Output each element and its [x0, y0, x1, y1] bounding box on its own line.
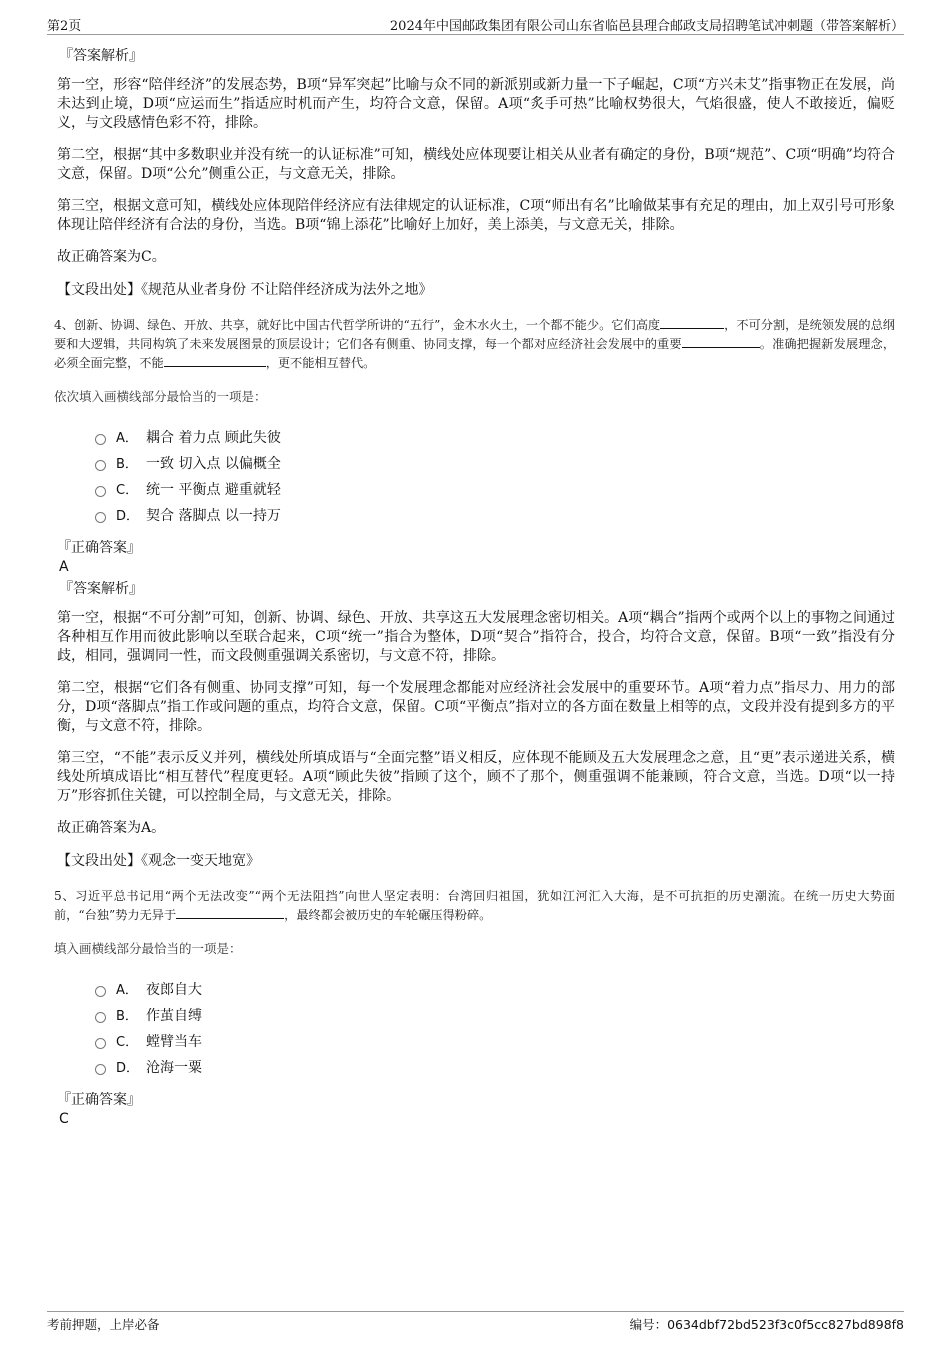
q4-blank-1 — [660, 316, 724, 329]
q4-option-a[interactable]: A． 耦合 着力点 顾此失彼 — [95, 425, 895, 451]
radio-icon[interactable] — [95, 1064, 106, 1075]
q3-analysis-paragraph: 第二空，根据“其中多数职业并没有统一的认证标准”可知，横线处应体现要让相关从业者有确定的身份，B项“规范”、C项“明确”均符合文意，保留。D项“公允”侧重公正，与文意无关，排除。 — [57, 147, 895, 182]
q3-analysis-paragraph: 第三空，根据文意可知，横线处应体现陪伴经济应有法律规定的认证标准，C项“师出有名”比喻做某事有充足的理由，加上双引号可形象体现让陪伴经济有合法的身份，当选。B项“锦上添花”比喻好上加好，美上添美，与文意无关，排除。 — [57, 198, 895, 233]
q5-option-a[interactable]: A． 夜郎自大 — [95, 977, 895, 1003]
radio-icon[interactable] — [95, 986, 106, 997]
q5-question-text — [54, 887, 895, 925]
q3-analysis-paragraph: 第一空，形容“陪伴经济”的发展态势，B项“异军突起”比喻与众不同的新派别或新力量一下子崛起，C项“方兴未艾”指事物正在发展，尚未达到止境，D项“应运而生”指适应时机而产生，均符合文意，保留。A项“炙手可热”比喻权势很大，气焰很盛，使人不敢接近，偏贬义，与文段感情色彩不符，排除。 — [57, 77, 895, 131]
q3-conclusion: 故正确答案为C。 — [57, 249, 166, 265]
q5-text-part: ，最终都会被历史的车轮碾压得粉碎。 — [284, 908, 492, 922]
page-number: 第2页 — [47, 19, 82, 34]
radio-icon[interactable] — [95, 434, 106, 445]
q4-analysis-label: 『答案解析』 — [59, 581, 143, 597]
q5-blank — [176, 906, 284, 919]
q5-text-part: 5、习近平总书记用“两个无法改变”“两个无法阻挡”向世人坚定表明：台湾回归祖国，犹如江河汇入大海，是不可抗拒的历史潮流。在统一历史大势面前，“台独”势力无异于 — [54, 889, 895, 922]
q5-option-d[interactable]: D． 沧海一粟 — [95, 1055, 895, 1081]
q5-options — [95, 977, 895, 1081]
q4-blank-2 — [682, 335, 760, 348]
q5-answer: C — [59, 1111, 69, 1127]
footer-serial: 编号：0634dbf72bd523f3c0f5cc827bd898f8 — [629, 1317, 904, 1332]
radio-icon[interactable] — [95, 1038, 106, 1049]
q4-question-text — [54, 316, 895, 373]
q4-answer-label: 『正确答案』 — [57, 540, 141, 556]
q4-option-d[interactable]: D． 契合 落脚点 以一持万 — [95, 503, 895, 529]
q4-source: 【文段出处】《观念一变天地宽》 — [57, 853, 260, 869]
q5-option-b[interactable]: B． 作茧自缚 — [95, 1003, 895, 1029]
q4-blank-3 — [164, 354, 266, 367]
q4-text-part: ，更不能相互替代。 — [265, 356, 376, 370]
q4-answer: A — [59, 559, 69, 575]
page-footer — [47, 1311, 904, 1336]
footer-slogan: 考前押题，上岸必备 — [47, 1317, 160, 1332]
q3-source: 【文段出处】《规范从业者身份 不让陪伴经济成为法外之地》 — [57, 282, 433, 298]
page-content — [54, 46, 896, 1131]
q4-option-c[interactable]: C． 统一 平衡点 避重就轻 — [95, 477, 895, 503]
q5-option-c[interactable]: C． 螳臂当车 — [95, 1029, 895, 1055]
q5-prompt: 填入画横线部分最恰当的一项是： — [54, 941, 242, 956]
q4-text-part: ，不可分割，是统领发展的总纲要和大逻辑，共同构筑了未来发展图景的顶层设计；它们各有侧重、协同支撑，每一个都对应经济社会发展中的重要 — [54, 318, 895, 351]
document-title: 2024年中国邮政集团有限公司山东省临邑县理合邮政支局招聘笔试冲刺题（带答案解析） — [389, 19, 904, 34]
q4-text-part: 。准确把握新发展理念，必须全面完整，不能 — [54, 337, 896, 370]
q5-answer-label: 『正确答案』 — [57, 1092, 141, 1108]
q4-options — [95, 425, 895, 529]
q4-option-b[interactable]: B． 一致 切入点 以偏概全 — [95, 451, 895, 477]
q4-text-part: 4、创新、协调、绿色、开放、共享，就好比中国古代哲学所讲的“五行”，金木水火土，一个都不能少。它们高度 — [54, 318, 661, 332]
q4-analysis-paragraph: 第三空，“不能”表示反义并列，横线处所填成语与“全面完整”语义相反，应体现不能顾及五大发展理念之意，且“更”表示递进关系，横线处所填成语比“相互替代”程度更轻。A项“顾此失彼”指顾了这个，顾不了那个，侧重强调不能兼顾，符合文意，当选。D项“以一持万”形容抓住关键，可以控制全局，与文意无关，排除。 — [57, 750, 895, 804]
page-header — [47, 14, 904, 35]
q4-analysis-paragraph: 第二空，根据“它们各有侧重、协同支撑”可知，每一个发展理念都能对应经济社会发展中的重要环节。A项“着力点”指尽力、用力的部分，D项“落脚点”指工作或问题的重点，均符合文意，保留。C项“平衡点”指对立的各方面在数量上相等的点，文段并没有提到多方的平衡，与文意不符，排除。 — [57, 680, 895, 734]
q4-prompt: 依次填入画横线部分最恰当的一项是： — [54, 389, 267, 404]
radio-icon[interactable] — [95, 512, 106, 523]
q4-analysis-paragraph: 第一空，根据“不可分割”可知，创新、协调、绿色、开放、共享这五大发展理念密切相关。A项“耦合”指两个或两个以上的事物之间通过各种相互作用而彼此影响以至联合起来，C项“统一”指合为整体，D项“契合”指符合，投合，均符合文意，保留。B项“一致”指没有分歧，相同，强调同一性，而文段侧重强调关系密切，与文意不符，排除。 — [57, 610, 895, 664]
q3-analysis-label: 『答案解析』 — [59, 48, 143, 64]
radio-icon[interactable] — [95, 1012, 106, 1023]
radio-icon[interactable] — [95, 486, 106, 497]
radio-icon[interactable] — [95, 460, 106, 471]
q4-conclusion: 故正确答案为A。 — [57, 820, 166, 836]
